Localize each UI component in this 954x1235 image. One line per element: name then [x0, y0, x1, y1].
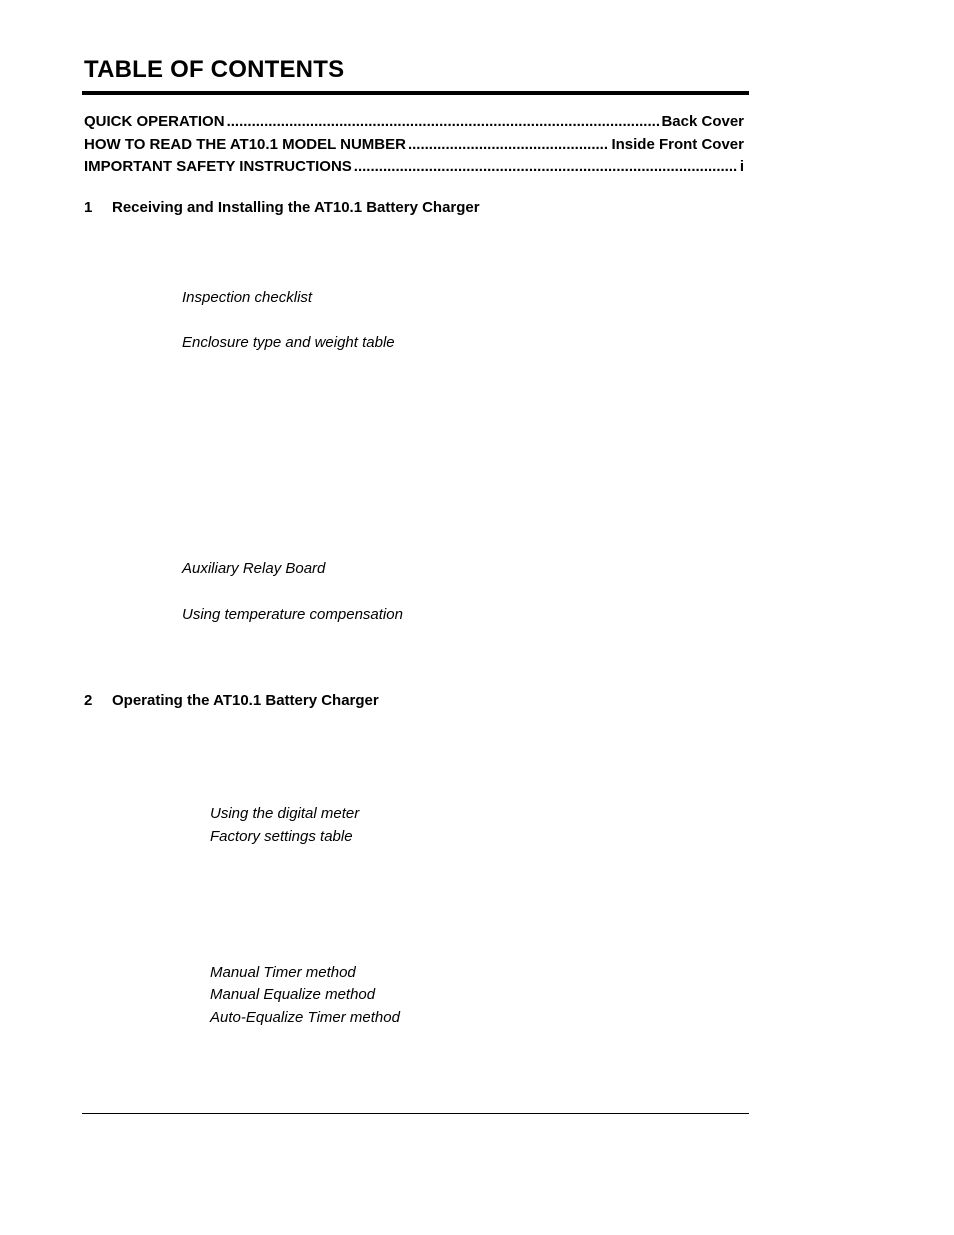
- section-title: Receiving and Installing the AT10.1 Battery Charger: [112, 199, 480, 216]
- toc-subitem-digital-meter[interactable]: Using the digital meter: [210, 805, 360, 822]
- section-number: 2: [84, 692, 93, 709]
- toc-subitem-enclosure-weight-table[interactable]: Enclosure type and weight table: [182, 334, 395, 351]
- toc-subitem-manual-timer[interactable]: Manual Timer method: [210, 964, 356, 981]
- toc-subitem-factory-settings-table[interactable]: Factory settings table: [210, 828, 353, 845]
- toc-subitem-manual-equalize[interactable]: Manual Equalize method: [210, 986, 376, 1003]
- toc-entry-page: i: [739, 158, 744, 175]
- dot-leader: [408, 136, 610, 153]
- toc-subitem-temperature-compensation[interactable]: Using temperature compensation: [182, 606, 403, 623]
- toc-entry-page: Back Cover: [661, 113, 744, 130]
- title-rule: [82, 91, 749, 95]
- dot-leader: [354, 158, 738, 175]
- section-title: Operating the AT10.1 Battery Charger: [112, 692, 379, 709]
- dot-leader: [227, 113, 660, 130]
- footer-rule: [82, 1113, 749, 1114]
- section-2-heading[interactable]: [84, 692, 379, 709]
- section-number: 1: [84, 199, 93, 216]
- toc-subitem-auxiliary-relay-board[interactable]: Auxiliary Relay Board: [182, 560, 326, 577]
- toc-entry-label: HOW TO READ THE AT10.1 MODEL NUMBER: [84, 136, 406, 153]
- toc-entry-quick-operation[interactable]: [84, 110, 744, 130]
- toc-subitem-auto-equalize-timer[interactable]: Auto-Equalize Timer method: [210, 1009, 400, 1026]
- toc-subitem-inspection-checklist[interactable]: Inspection checklist: [182, 289, 313, 306]
- section-1-heading[interactable]: [84, 199, 480, 216]
- toc-entry-label: IMPORTANT SAFETY INSTRUCTIONS: [84, 158, 352, 175]
- page-title: TABLE OF CONTENTS: [84, 56, 345, 83]
- toc-entry-page: Inside Front Cover: [611, 136, 744, 153]
- toc-entry-safety-instructions[interactable]: [84, 155, 744, 175]
- toc-entry-label: QUICK OPERATION: [84, 113, 225, 130]
- toc-entry-model-number[interactable]: [84, 133, 744, 153]
